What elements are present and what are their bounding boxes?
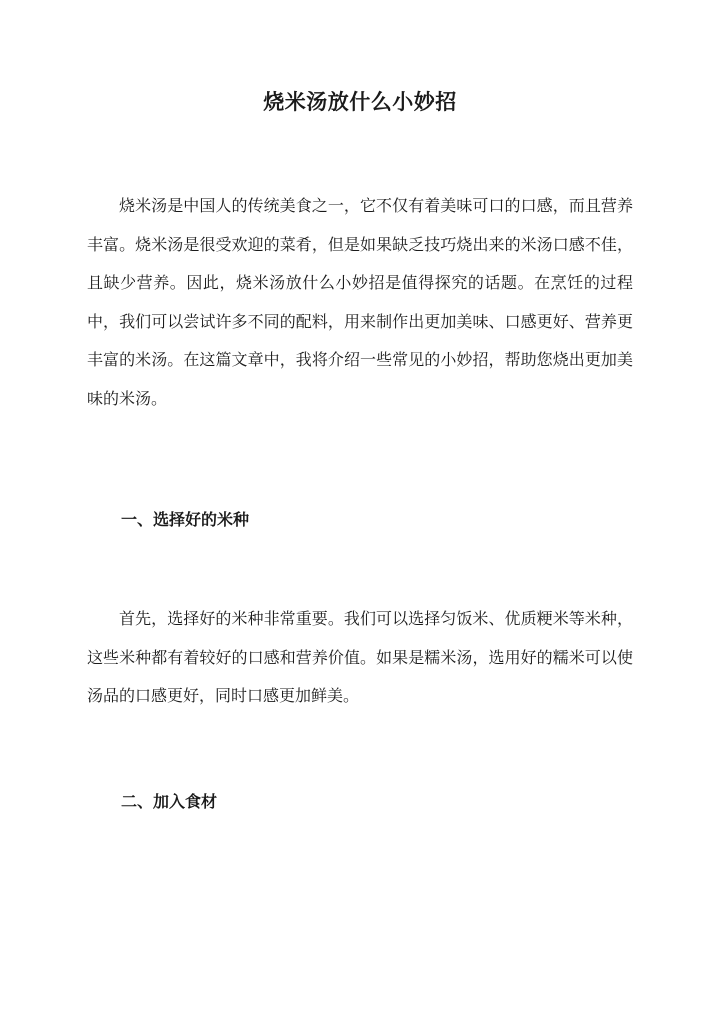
intro-paragraph: 烧米汤是中国人的传统美食之一，它不仅有着美味可口的口感，而且营养丰富。烧米汤是很受欢迎的菜肴，但是如果缺乏技巧烧出来的米汤口感不佳，且缺少营养。因此，烧米汤放什么小妙招是值得探究的话题。在烹饪的过程中，我们可以尝试许多不同的配料，用来制作出更加美味、口感更好、营养更丰富的米汤。在这篇文章中，我将介绍一些常见的小妙招，帮助您烧出更加美味的米汤。: [87, 196, 633, 408]
section-heading-ingredients: 二、加入食材: [121, 792, 218, 811]
section-body-rice-type: 首先，选择好的米种非常重要。我们可以选择匀饭米、优质粳米等米种，这些米种都有着较好的口感和营养价值。如果是糯米汤，选用好的糯米可以使汤品的口感更好，同时口感更加鲜美。: [87, 609, 633, 705]
section-heading-rice-type: 一、选择好的米种: [121, 510, 250, 529]
document-title: 烧米汤放什么小妙招: [263, 89, 457, 114]
